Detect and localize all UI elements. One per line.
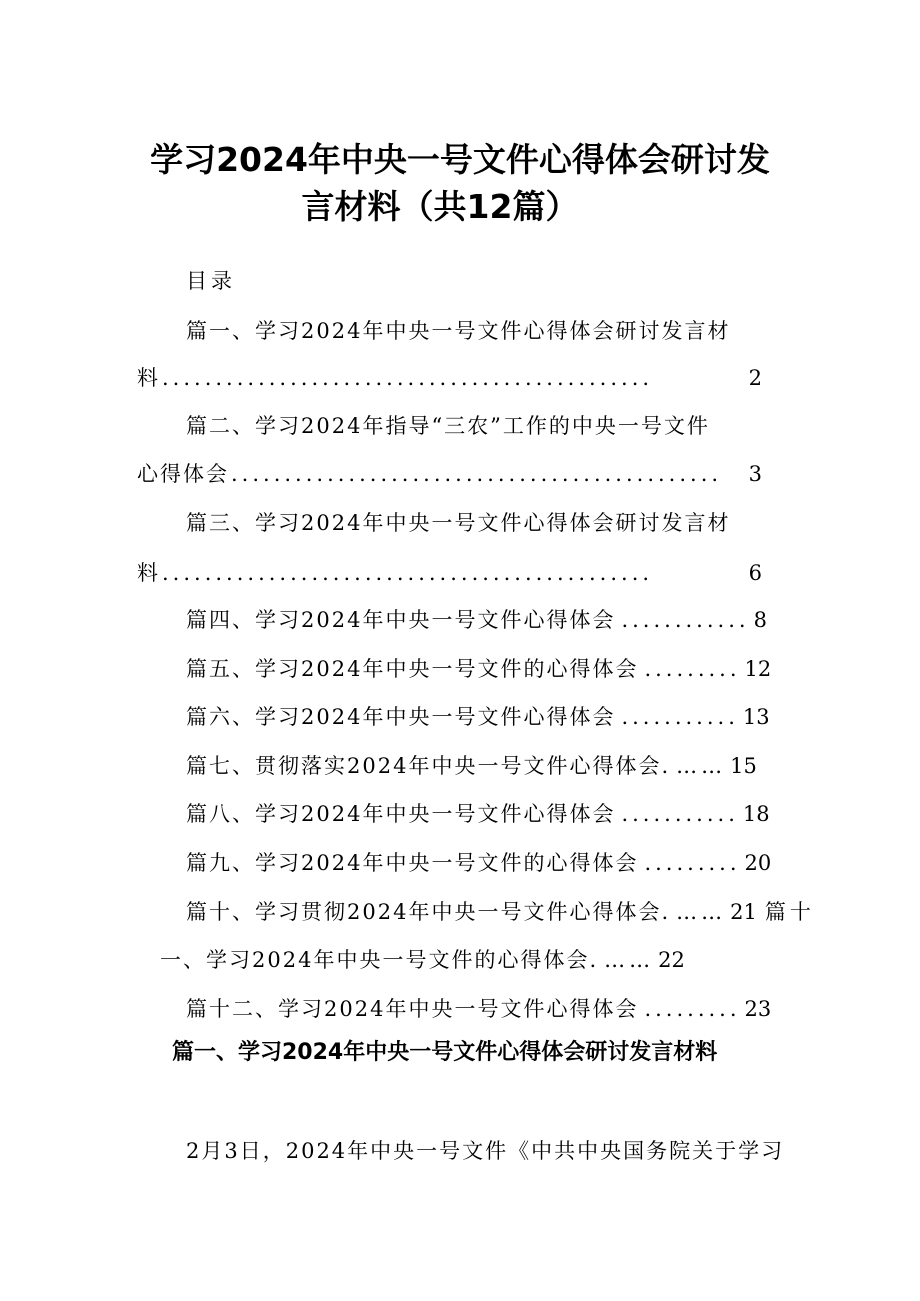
toc-entry-7[interactable] [186, 751, 776, 781]
toc-leader-dots: .............................................. [231, 462, 723, 486]
toc-leader-dots: …… [604, 948, 655, 972]
toc-entry-text: 篇十、学习贯彻2024年中央一号文件心得体会. [186, 900, 671, 924]
toc-page-number: 20 [744, 851, 772, 875]
toc-leader-dots: ............ [621, 608, 750, 632]
toc-entry-6[interactable] [186, 702, 776, 732]
toc-leader-dots: …… [676, 754, 727, 778]
toc-page-number: 2 [748, 366, 762, 390]
toc-entry-9[interactable] [186, 848, 776, 878]
toc-leader-dots: ......... [644, 851, 741, 875]
section-heading: 篇一、学习2024年中央一号文件心得体会研讨发言材料 [172, 1040, 718, 1065]
toc-page-number: 12 [744, 657, 772, 681]
toc-entry-text: 篇十二、学习2024年中央一号文件心得体会 [186, 997, 639, 1021]
toc-page-number: 3 [748, 462, 762, 486]
toc-entry-3-line1[interactable]: 篇三、学习2024年中央一号文件心得体会研讨发言材 [186, 511, 731, 535]
toc-entry-text: 篇六、学习2024年中央一号文件心得体会 [186, 705, 616, 729]
toc-leader-dots: ........... [621, 802, 739, 826]
toc-entry-10[interactable] [186, 897, 815, 927]
toc-entry-12[interactable] [186, 994, 776, 1024]
toc-leader-dots: ......... [644, 657, 741, 681]
toc-entry-11[interactable] [160, 945, 750, 975]
toc-entry-text: 篇四、学习2024年中央一号文件心得体会 [186, 608, 616, 632]
toc-entry-3-line2[interactable] [137, 558, 762, 588]
toc-entry-8[interactable] [186, 799, 776, 829]
toc-entry-text: 心得体会 [137, 462, 229, 486]
toc-leader-dots: ........... [621, 705, 739, 729]
toc-entry-1-line2[interactable] [137, 363, 762, 393]
body-paragraph: 2月3日，2024年中央一号文件《中共中央国务院关于学习 [186, 1139, 785, 1163]
toc-page-number: 23 [744, 997, 772, 1021]
toc-leader-dots: .............................................. [162, 561, 654, 585]
toc-entry-text: 篇五、学习2024年中央一号文件的心得体会 [186, 657, 639, 681]
toc-page-number: 6 [748, 561, 762, 585]
toc-entry-1-line1[interactable]: 篇一、学习2024年中央一号文件心得体会研讨发言材 [186, 319, 731, 343]
toc-entry-text: 篇八、学习2024年中央一号文件心得体会 [186, 802, 616, 826]
toc-entry-2-line1[interactable]: 篇二、学习2024年指导“三农”工作的中央一号文件 [186, 414, 710, 438]
toc-page-number: 22 [658, 948, 685, 972]
toc-entry-5[interactable] [186, 654, 776, 684]
toc-entry-2-line2[interactable] [137, 459, 762, 489]
toc-entry-text: 料 [137, 561, 160, 585]
toc-label: 目录 [186, 269, 236, 293]
toc-entry-text: 篇九、学习2024年中央一号文件的心得体会 [186, 851, 639, 875]
toc-entry-text: 篇七、贯彻落实2024年中央一号文件心得体会. [186, 754, 671, 778]
toc-page-number: 18 [742, 802, 770, 826]
toc-page-number: 15 [730, 754, 757, 778]
toc-page-number: 21 [730, 900, 757, 924]
toc-entry-text: 一、学习2024年中央一号文件的心得体会. [160, 948, 599, 972]
toc-leader-dots: …… [676, 900, 727, 924]
toc-leader-dots: ......... [644, 997, 741, 1021]
toc-page-number: 13 [742, 705, 770, 729]
toc-entry-4[interactable] [186, 605, 776, 635]
toc-leader-dots: .............................................. [162, 366, 654, 390]
document-title-line2: 言材料（共12篇） [301, 187, 579, 226]
toc-entry-11-start: 篇十 [764, 900, 815, 924]
toc-page-number: 8 [753, 608, 767, 632]
toc-entry-text: 料 [137, 366, 160, 390]
document-title-line1: 学习2024年中央一号文件心得体会研讨发 [150, 140, 770, 179]
